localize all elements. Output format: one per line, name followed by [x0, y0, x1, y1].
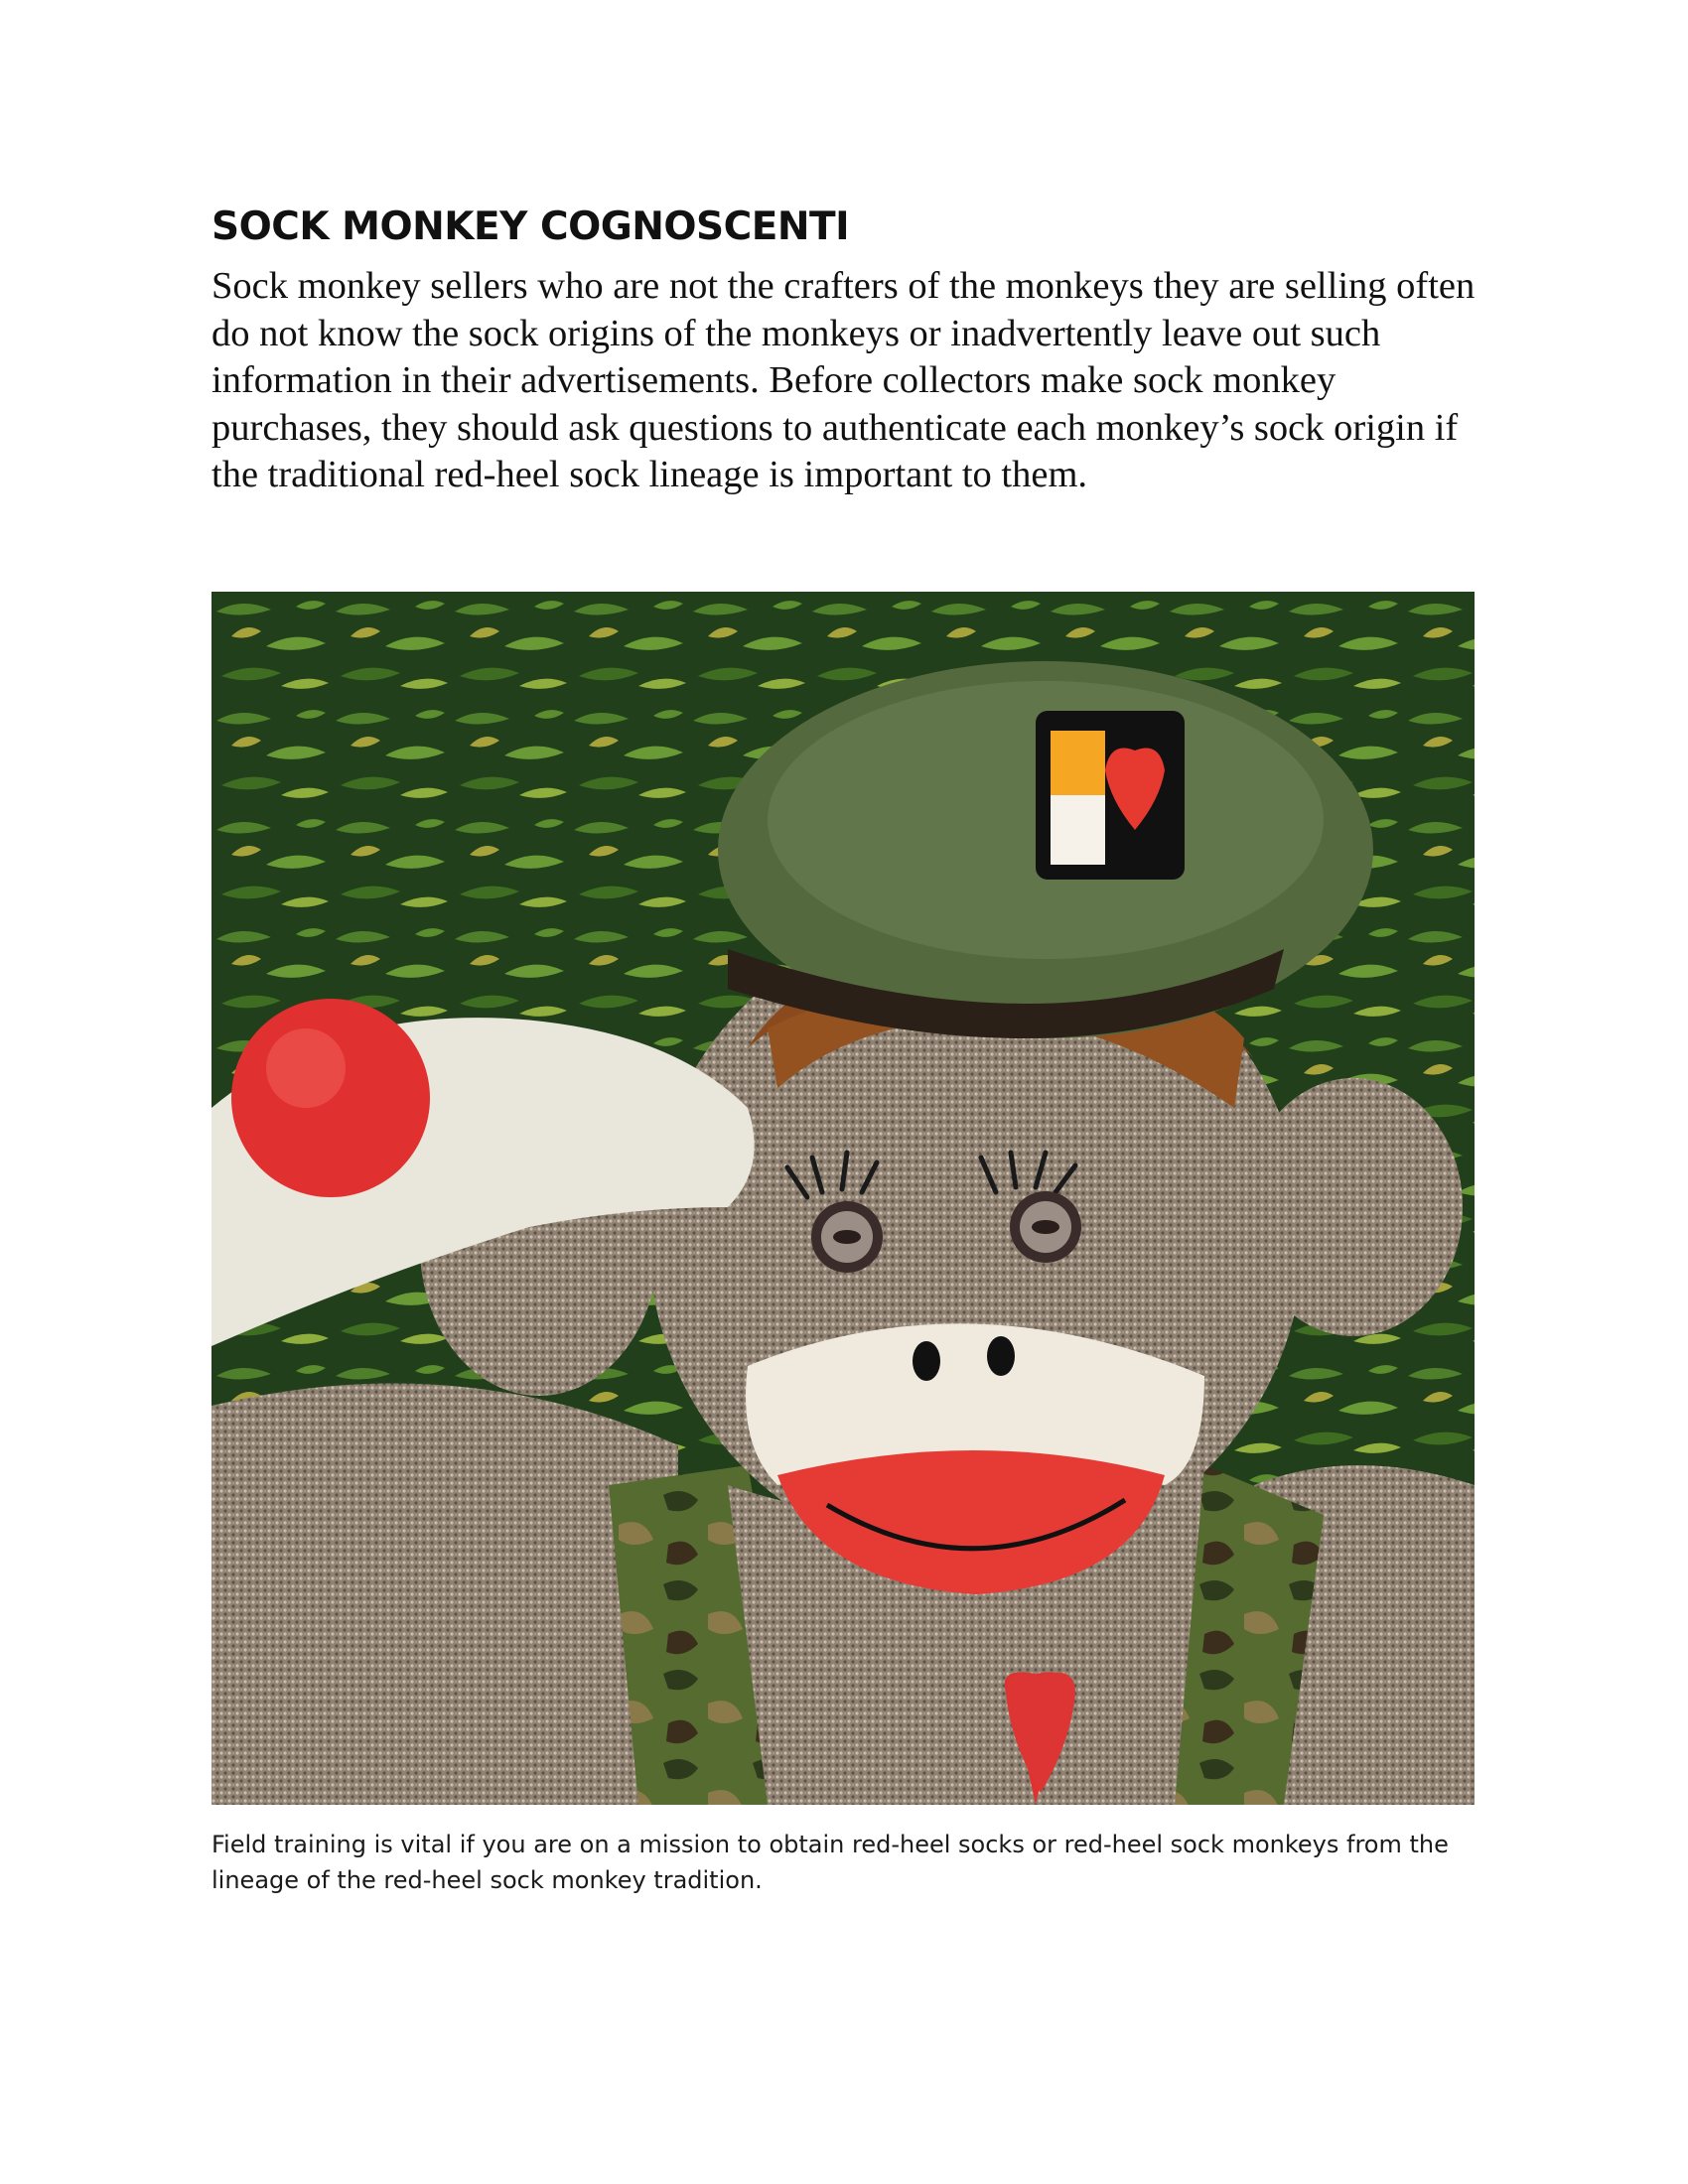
photo-caption: Field training is vital if you are on a mission to obtain red-heel socks or red-heel sock monkeys from the lineage of the red-heel sock monkey tradition. — [211, 1831, 1449, 1894]
body-paragraph: Sock monkey sellers who are not the crafters of the monkeys they are selling often do not know the sock origins of the monkeys or inadvertently leave out such information in their advertisements. Before collectors make sock monkey purchases, they should ask questions to authenticate each monkey’s sock origin if the traditional red-heel sock lineage is important to them. — [211, 265, 1476, 495]
sock-monkey-photo — [211, 592, 1475, 1805]
page-title: SOCK MONKEY COGNOSCENTI — [211, 205, 850, 249]
